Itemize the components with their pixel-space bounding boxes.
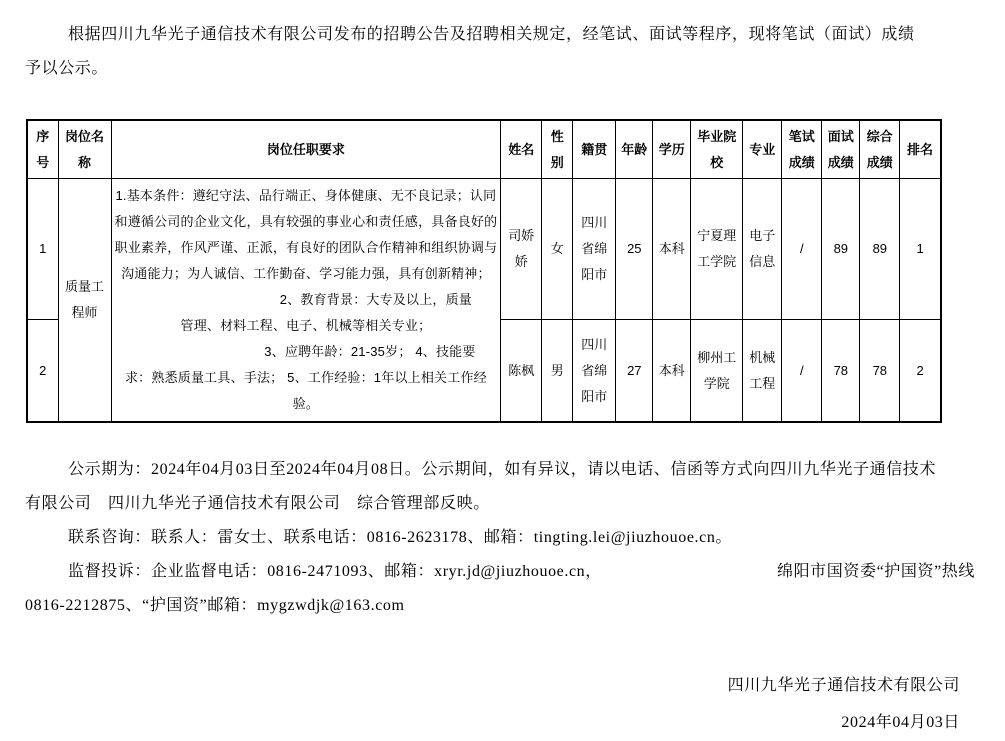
recruitment-results-table bbox=[26, 119, 942, 423]
requirements-cell bbox=[111, 179, 501, 423]
header-seq: 序号 bbox=[27, 120, 58, 179]
header-interview-score: 面试成绩 bbox=[822, 120, 860, 179]
table-header-row bbox=[27, 120, 941, 179]
header-rank: 排名 bbox=[900, 120, 941, 179]
supervision-line2: 0816-2212875、“护国资”邮箱：mygzwdjk@163.com bbox=[25, 597, 405, 614]
header-overall-score: 综合成绩 bbox=[860, 120, 900, 179]
publicity-period-line: 有限公司 四川九华光子通信技术有限公司 综合管理部反映。 bbox=[25, 495, 490, 512]
requirement-line: 管理、材料工程、电子、机械等相关专业； bbox=[180, 318, 432, 333]
name-cell: 司娇娇 bbox=[501, 179, 542, 320]
interview-score-cell: 89 bbox=[822, 179, 860, 320]
seq-cell: 1 bbox=[27, 179, 58, 320]
degree-cell: 本科 bbox=[653, 179, 691, 320]
supervision-right-text: 绵阳市国资委“护国资”热线 bbox=[776, 563, 975, 580]
position-name-cell: 质量工程师 bbox=[58, 179, 111, 423]
requirement-line: 2、教育背景：大专及以上，质量 bbox=[279, 292, 473, 307]
requirement-line: 验。 bbox=[292, 396, 320, 411]
rank-cell: 2 bbox=[900, 320, 941, 423]
header-position-name: 岗位名称 bbox=[58, 120, 111, 179]
school-cell: 柳州工学院 bbox=[691, 320, 743, 423]
table-row bbox=[27, 179, 941, 320]
age-cell: 25 bbox=[616, 179, 653, 320]
header-major: 专业 bbox=[743, 120, 782, 179]
signature-block bbox=[25, 667, 975, 741]
age-cell: 27 bbox=[616, 320, 653, 423]
overall-score-cell: 89 bbox=[860, 179, 900, 320]
requirement-line: 沟通能力；为人诚信、工作勤奋、学习能力强，具有创新精神； bbox=[121, 266, 491, 281]
hometown-cell: 四川省绵阳市 bbox=[573, 320, 616, 423]
overall-score-cell: 78 bbox=[860, 320, 900, 423]
intro-line: 根据四川九华光子通信技术有限公司发布的招聘公告及招聘相关规定，经笔试、面试等程序，现将笔试（面试）成绩 bbox=[68, 26, 915, 43]
notice-section bbox=[25, 453, 975, 623]
degree-cell: 本科 bbox=[653, 320, 691, 423]
gender-cell: 男 bbox=[542, 320, 573, 423]
requirement-line: 3、应聘年龄：21-35岁； 4、技能要 bbox=[264, 344, 476, 359]
signature-date: 2024年04月03日 bbox=[841, 714, 960, 731]
written-score-cell: / bbox=[782, 320, 822, 423]
intro-paragraph bbox=[25, 18, 975, 86]
signature-company: 四川九华光子通信技术有限公司 bbox=[727, 677, 960, 694]
header-name: 姓名 bbox=[501, 120, 542, 179]
header-degree: 学历 bbox=[653, 120, 691, 179]
hometown-cell: 四川省绵阳市 bbox=[573, 179, 616, 320]
header-age: 年龄 bbox=[616, 120, 653, 179]
requirement-line: 职业素养，作风严谨、正派，有良好的团队合作精神和组织协调与 bbox=[114, 240, 498, 255]
requirement-line: 求：熟悉质量工具、手法； 5、工作经验：1年以上相关工作经 bbox=[124, 370, 487, 385]
written-score-cell: / bbox=[782, 179, 822, 320]
name-cell: 陈枫 bbox=[501, 320, 542, 423]
publicity-period-line: 公示期为：2024年04月03日至2024年04月08日。公示期间，如有异议，请以电话、信函等方式向四川九华光子通信技术 bbox=[68, 461, 937, 478]
header-school: 毕业院校 bbox=[691, 120, 743, 179]
intro-line: 予以公示。 bbox=[25, 60, 109, 77]
supervision-left-text: 监督投诉：企业监督电话：0816-2471093、邮箱：xryr.jd@jiuzhouoe.cn， bbox=[68, 563, 602, 580]
header-gender: 性别 bbox=[542, 120, 573, 179]
rank-cell: 1 bbox=[900, 179, 941, 320]
gender-cell: 女 bbox=[542, 179, 573, 320]
major-cell: 电子信息 bbox=[743, 179, 782, 320]
school-cell: 宁夏理工学院 bbox=[691, 179, 743, 320]
contact-line: 联系咨询：联系人：雷女士、联系电话：0816-2623178、邮箱：tingting.lei@jiuzhouoe.cn。 bbox=[68, 529, 733, 546]
header-requirements: 岗位任职要求 bbox=[111, 120, 501, 179]
seq-cell: 2 bbox=[27, 320, 58, 423]
major-cell: 机械工程 bbox=[743, 320, 782, 423]
requirement-line: 1.基本条件：遵纪守法、品行端正、身体健康、无不良记录；认同 bbox=[115, 188, 497, 203]
requirement-line: 和遵循公司的企业文化，具有较强的事业心和责任感，具备良好的 bbox=[114, 214, 498, 229]
interview-score-cell: 78 bbox=[822, 320, 860, 423]
header-hometown: 籍贯 bbox=[573, 120, 616, 179]
header-written-score: 笔试成绩 bbox=[782, 120, 822, 179]
supervision-line bbox=[25, 555, 975, 589]
